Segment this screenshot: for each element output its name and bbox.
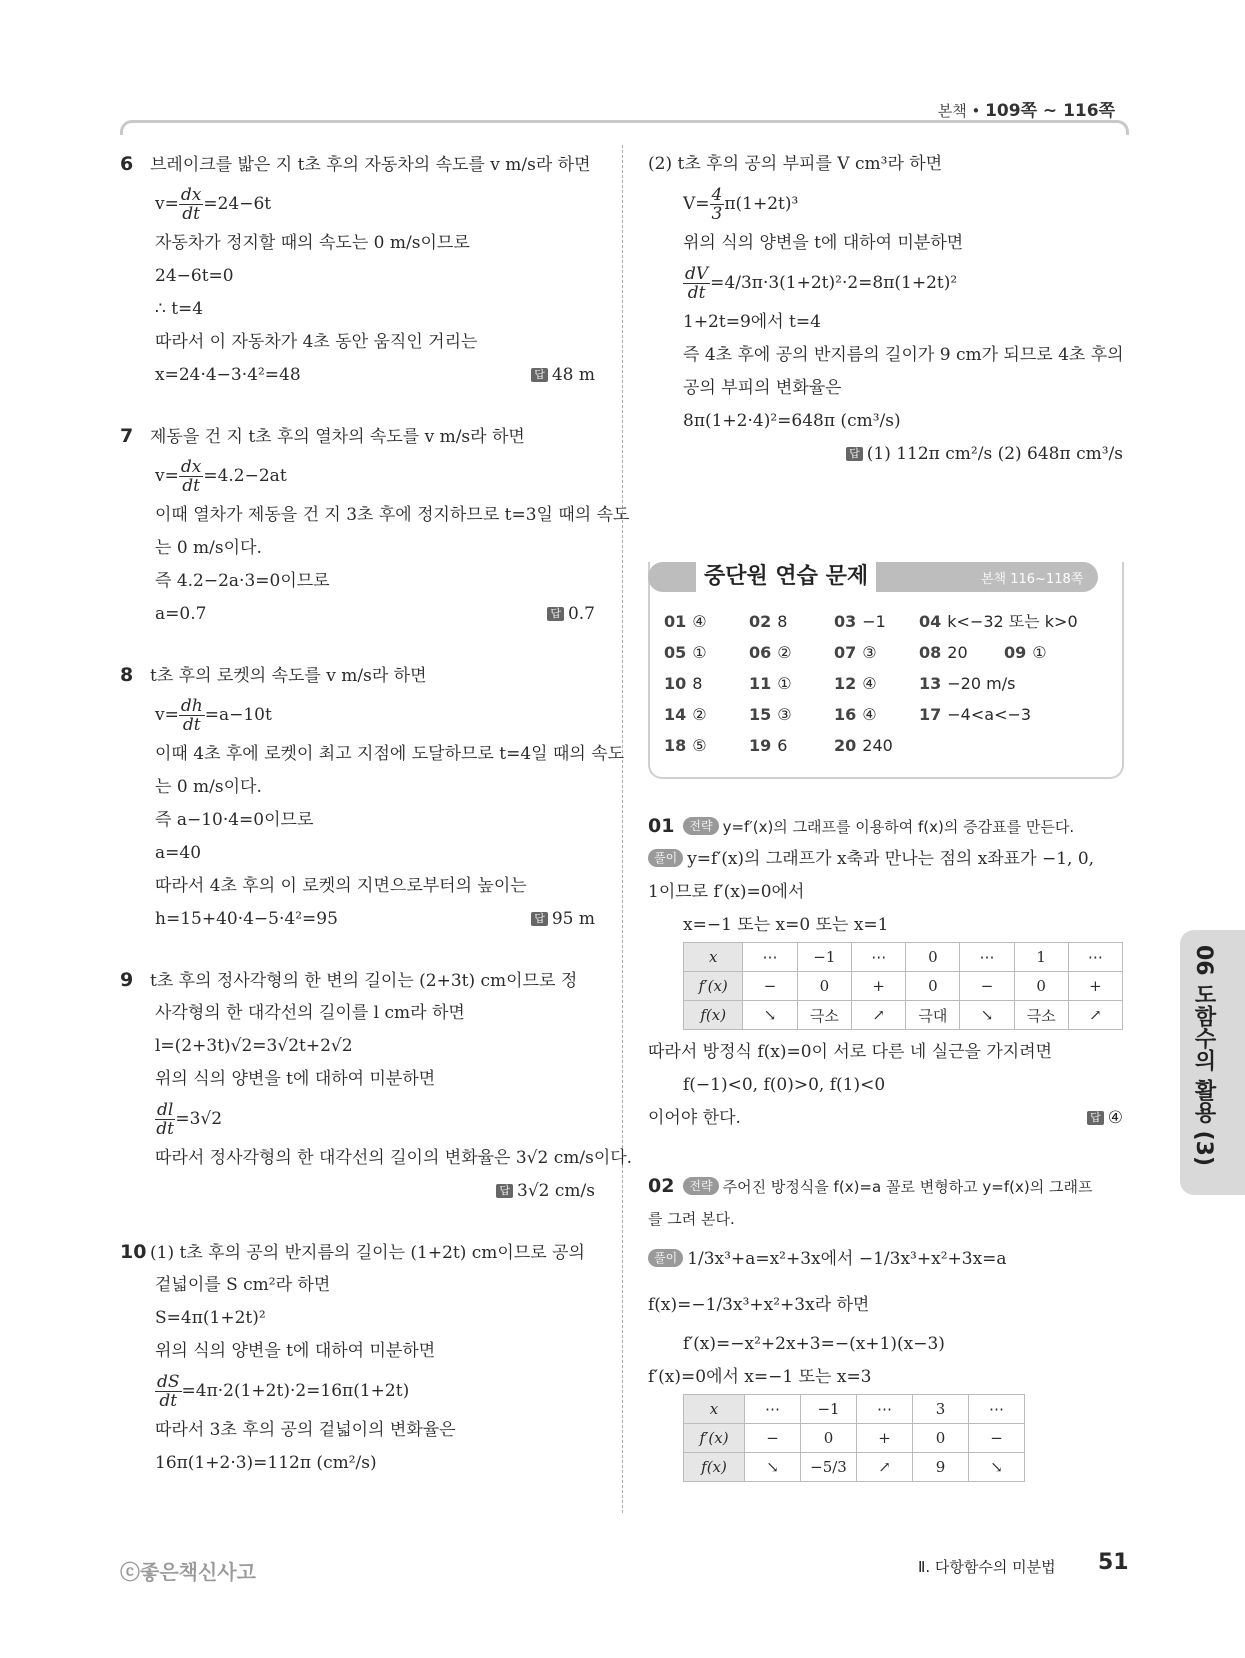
answer-value: ③ — [777, 705, 792, 724]
text-line — [648, 227, 1123, 260]
table-cell: f′(x) — [684, 1424, 745, 1453]
answer-value: −20 m/s — [947, 674, 1016, 693]
table-cell: ⋯ — [960, 943, 1014, 972]
text-line — [120, 499, 630, 532]
answer-icon: 답 — [547, 607, 564, 621]
strategy-tag: 전략 — [683, 817, 718, 835]
denominator: 3 — [711, 204, 723, 224]
solution-02 — [648, 1170, 1123, 1482]
spacer — [120, 631, 595, 659]
text-line — [648, 260, 1123, 306]
table-cell: f(x) — [684, 1001, 743, 1030]
table-row — [684, 1001, 1123, 1030]
text-line — [120, 420, 595, 453]
question-number: 08 — [919, 643, 942, 662]
fraction — [683, 265, 710, 302]
answer-cell — [919, 668, 1119, 699]
denominator: dt — [182, 476, 200, 496]
answer-value: ① — [692, 643, 707, 662]
text: 16π(1+2·3)=112π (cm²/s) — [155, 1453, 377, 1473]
table-cell: x — [684, 943, 743, 972]
answer-value: −4<a<−3 — [947, 705, 1032, 724]
text-line — [120, 1030, 595, 1063]
strategy-text: 주어진 방정식을 f(x)=a 꼴로 변형하고 y=f(x)의 그래프 — [722, 1178, 1093, 1196]
answer-cell — [749, 730, 834, 761]
table-row — [684, 1424, 1025, 1453]
table-cell: ↘ — [745, 1453, 801, 1482]
table-row — [684, 1395, 1025, 1424]
text-line — [648, 339, 1123, 372]
table-cell: ⋯ — [969, 1395, 1025, 1424]
table-cell: − — [743, 972, 797, 1001]
question-number: 04 — [919, 612, 942, 631]
formula-rest: =4.2−2at — [203, 466, 287, 486]
solution-line: y=f′(x)의 그래프가 x축과 만나는 점의 x좌표가 −1, 0, — [687, 849, 1095, 869]
table-cell: 0 — [797, 972, 852, 1001]
answer — [1087, 1102, 1123, 1135]
text: x=24·4−3·4²=48 — [155, 365, 301, 385]
text-line — [120, 659, 595, 692]
table-cell: − — [745, 1424, 801, 1453]
answer-cell — [664, 699, 749, 730]
table-cell: ↗ — [857, 1453, 913, 1482]
text: (1) t초 후의 공의 반지름의 길이는 (1+2t) cm이므로 공의 — [150, 1243, 585, 1263]
text: (2) t초 후의 공의 부피를 V cm³라 하면 — [648, 154, 943, 174]
text: l=(2+3t)√2=3√2t+2√2 — [155, 1036, 353, 1056]
text-line — [120, 293, 595, 326]
text: 이때 열차가 제동을 건 지 3초 후에 정지하므로 t=3일 때의 속도 — [155, 505, 630, 525]
answer-value: 8 — [692, 674, 703, 693]
column-divider — [622, 145, 623, 1513]
answer — [531, 903, 595, 936]
table-cell: − — [969, 1424, 1025, 1453]
answer-row — [664, 606, 1104, 637]
formula-rest: =a−10t — [204, 705, 272, 725]
strategy-text: y=f′(x)의 그래프를 이용하여 f(x)의 증감표를 만든다. — [722, 818, 1075, 836]
text-line — [120, 326, 595, 359]
question-number: 15 — [749, 705, 772, 724]
question-number: 10 — [664, 674, 687, 693]
table-cell: ⋯ — [743, 943, 797, 972]
answer-value: 20 — [947, 643, 968, 662]
table-cell: ↗ — [1068, 1001, 1122, 1030]
answer — [531, 359, 595, 392]
answer-value: ① — [777, 674, 792, 693]
text-line — [648, 405, 1123, 438]
table-cell: 극소 — [797, 1001, 852, 1030]
page-header: 본책 • 109쪽 ~ 116쪽 — [937, 101, 1115, 121]
solution-line: f(−1)<0, f(0)>0, f(1)<0 — [683, 1075, 886, 1095]
text-line — [120, 598, 595, 631]
table-cell: ↘ — [743, 1001, 797, 1030]
numerator: dl — [157, 1100, 174, 1120]
text-line — [120, 532, 595, 565]
answer — [547, 598, 595, 631]
spacer — [120, 936, 595, 964]
strategy-text: 를 그려 본다. — [648, 1210, 735, 1228]
solution-01 — [648, 810, 1123, 1135]
answer-value: ② — [777, 643, 792, 662]
solution-line: f′(x)=−x²+2x+3=−(x+1)(x−3) — [683, 1334, 945, 1354]
problem-number: 8 — [120, 664, 134, 686]
denominator: dt — [687, 283, 706, 303]
page-number: 51 — [1098, 1550, 1129, 1575]
text: 위의 식의 양변을 t에 대하여 미분하면 — [155, 1069, 436, 1089]
table-cell: 극대 — [906, 1001, 960, 1030]
formula-rest: =24−6t — [203, 194, 272, 214]
text: 따라서 4초 후의 이 로켓의 지면으로부터의 높이는 — [155, 876, 527, 896]
answer-value: ④ — [862, 674, 877, 693]
answer-cell — [749, 699, 834, 730]
text: 공의 부피의 변화율은 — [683, 378, 842, 398]
question-number: 19 — [749, 736, 772, 755]
answer-value: 95 m — [551, 909, 595, 929]
formula-prefix: v= — [155, 705, 179, 725]
solution-line: x=−1 또는 x=0 또는 x=1 — [683, 915, 889, 935]
answer-value: 3√2 cm/s — [517, 1181, 595, 1201]
answer-cell — [834, 699, 919, 730]
answer — [496, 1175, 595, 1208]
table-cell: −1 — [801, 1395, 857, 1424]
answer-grid — [664, 606, 1104, 761]
text-line — [648, 306, 1123, 339]
solution-tag: 풀이 — [648, 849, 683, 867]
question-number: 09 — [1004, 643, 1027, 662]
header-book: 본책 — [937, 102, 967, 120]
text-line — [120, 964, 595, 997]
question-number: 02 — [749, 612, 772, 631]
answer-cell — [1004, 637, 1089, 668]
text: t초 후의 정사각형의 한 변의 길이는 (2+3t) cm이므로 정 — [150, 971, 578, 991]
question-number: 01 — [664, 612, 687, 631]
text-line — [120, 1142, 633, 1175]
answer-cell — [664, 637, 749, 668]
text: 즉 4.2−2a·3=0이므로 — [155, 571, 330, 591]
formula-rest: =4/3π·3(1+2t)²·2=8π(1+2t)² — [710, 273, 958, 293]
text: h=15+40·4−5·4²=95 — [155, 909, 338, 929]
answer-value: ④ — [692, 612, 707, 631]
text-line — [120, 453, 595, 499]
answer-value: (1) 112π cm²/s (2) 648π cm³/s — [866, 444, 1123, 464]
text-line — [120, 903, 595, 936]
table-cell: 0 — [906, 943, 960, 972]
text-line — [648, 181, 1123, 227]
text-line — [120, 997, 595, 1030]
numerator: dV — [685, 264, 709, 284]
fraction — [179, 186, 203, 223]
answer-cell — [664, 668, 749, 699]
text-line — [120, 1302, 595, 1335]
table-cell: + — [1068, 972, 1122, 1001]
text-line — [120, 1447, 595, 1480]
text-line — [648, 372, 1123, 405]
strategy-tag: 전략 — [683, 1177, 718, 1195]
practice-title: 중단원 연습 문제 — [696, 558, 876, 596]
table-cell: ↗ — [852, 1001, 906, 1030]
numerator: dx — [180, 185, 202, 205]
text: 위의 식의 양변을 t에 대하여 미분하면 — [155, 1341, 436, 1361]
publisher-logo: ⓒ좋은책신사고 — [120, 1560, 256, 1584]
denominator: dt — [159, 1391, 178, 1411]
answer-cell — [664, 606, 749, 637]
table-cell: 0 — [906, 972, 960, 1001]
table-cell: −1 — [797, 943, 852, 972]
text: 1+2t=9에서 t=4 — [683, 312, 821, 332]
text-line — [648, 438, 1123, 471]
table-cell: ⋯ — [1068, 943, 1122, 972]
text: S=4π(1+2t)² — [155, 1308, 266, 1328]
table-cell: 1 — [1014, 943, 1068, 972]
denominator: dt — [182, 204, 200, 224]
fraction — [155, 1101, 175, 1138]
spacer — [120, 1208, 595, 1236]
answer-row — [664, 637, 1104, 668]
solution-line: 1이므로 f′(x)=0에서 — [648, 882, 805, 902]
table-row — [684, 972, 1123, 1001]
question-number: 05 — [664, 643, 687, 662]
answer-value: 240 — [862, 736, 893, 755]
solution-line: f(x)=−1/3x³+x²+3x라 하면 — [648, 1295, 870, 1315]
text: 위의 식의 양변을 t에 대하여 미분하면 — [683, 233, 964, 253]
text-line — [120, 227, 595, 260]
text: t초 후의 로켓의 속도를 v m/s라 하면 — [150, 666, 427, 686]
text-line — [120, 1063, 595, 1096]
formula-prefix: V= — [683, 194, 710, 214]
question-number: 20 — [834, 736, 857, 755]
numerator: dx — [180, 457, 202, 477]
answer-row — [664, 668, 1104, 699]
answer-value: −1 — [862, 612, 886, 631]
text-line — [120, 692, 595, 738]
question-number: 16 — [834, 705, 857, 724]
denominator: dt — [182, 715, 201, 735]
table-cell: 0 — [1014, 972, 1068, 1001]
answer-row — [664, 730, 1104, 761]
text-line — [120, 148, 595, 181]
question-number: 14 — [664, 705, 687, 724]
answer-cell — [664, 730, 749, 761]
table-cell: x — [684, 1395, 745, 1424]
text-line — [120, 181, 595, 227]
table-cell: −5/3 — [801, 1453, 857, 1482]
text: 즉 a−10·4=0이므로 — [155, 810, 314, 830]
text-line — [120, 738, 625, 771]
answer-icon: 답 — [496, 1184, 513, 1198]
solution-number: 02 — [648, 1175, 675, 1197]
answer-value: ③ — [862, 643, 877, 662]
text: 24−6t=0 — [155, 266, 234, 286]
numerator: dh — [180, 696, 203, 716]
formula-prefix: v= — [155, 194, 179, 214]
answer-icon: 답 — [846, 447, 863, 461]
table-cell: + — [857, 1424, 913, 1453]
increase-table-01 — [683, 942, 1123, 1030]
solution-tag: 풀이 — [648, 1249, 683, 1267]
denominator: dt — [156, 1119, 175, 1139]
answer-cell — [749, 637, 834, 668]
table-cell: − — [960, 972, 1014, 1001]
text-line — [648, 148, 1123, 181]
table-cell: ↘ — [969, 1453, 1025, 1482]
answer-cell — [834, 606, 919, 637]
table-cell: 0 — [801, 1424, 857, 1453]
problem-number: 10 — [120, 1241, 147, 1263]
fraction — [179, 458, 203, 495]
text: 자동차가 정지할 때의 속도는 0 m/s이므로 — [155, 233, 470, 253]
answer-value: 48 m — [551, 365, 595, 385]
table-cell: ↘ — [960, 1001, 1014, 1030]
question-number: 07 — [834, 643, 857, 662]
text-line — [120, 870, 595, 903]
text-line — [120, 260, 595, 293]
spacer — [120, 392, 595, 420]
table-cell: 3 — [913, 1395, 969, 1424]
text-line — [120, 804, 595, 837]
fraction — [155, 1373, 182, 1410]
table-cell: 극소 — [1014, 1001, 1068, 1030]
problem-number: 9 — [120, 969, 134, 991]
text-line — [120, 1236, 595, 1269]
answer-cell — [834, 730, 919, 761]
answer-value: ④ — [1107, 1108, 1123, 1128]
table-row — [684, 1453, 1025, 1482]
text-line — [120, 1269, 595, 1302]
answer-value: k<−32 또는 k>0 — [947, 612, 1078, 631]
fraction — [710, 186, 725, 223]
header-pages: 109쪽 ~ 116쪽 — [985, 101, 1115, 121]
table-cell: + — [852, 972, 906, 1001]
left-column — [120, 148, 633, 1480]
text: 따라서 이 자동차가 4초 동안 움직인 거리는 — [155, 332, 478, 352]
problem-number: 6 — [120, 153, 134, 175]
numerator: 4 — [711, 185, 723, 205]
formula-rest: =3√2 — [175, 1109, 223, 1129]
answer-value: ① — [1032, 643, 1047, 662]
text: 이때 4초 후에 로켓이 최고 지점에 도달하므로 t=4일 때의 속도 — [155, 744, 625, 764]
answer-cell — [749, 606, 834, 637]
text: 는 0 m/s이다. — [155, 538, 262, 558]
text-line — [120, 1368, 595, 1414]
text: 제동을 건 지 t초 후의 열차의 속도를 v m/s라 하면 — [150, 427, 525, 447]
table-cell: ⋯ — [852, 943, 906, 972]
text: a=0.7 — [155, 604, 207, 624]
solution-line: 따라서 방정식 f(x)=0이 서로 다른 네 실근을 가지려면 — [648, 1042, 1053, 1062]
numerator: dS — [157, 1372, 180, 1392]
increase-table-02 — [683, 1394, 1025, 1482]
table-cell: 0 — [913, 1424, 969, 1453]
text: ∴ t=4 — [155, 299, 204, 319]
question-number: 18 — [664, 736, 687, 755]
text: 즉 4초 후에 공의 반지름의 길이가 9 cm가 되므로 4초 후의 — [683, 345, 1124, 365]
answer-value: ④ — [862, 705, 877, 724]
answer-value: 0.7 — [567, 604, 595, 624]
chapter-title: Ⅱ. 다항함수의 미분법 — [918, 1558, 1056, 1576]
formula-rest: =4π·2(1+2t)·2=16π(1+2t) — [181, 1381, 410, 1401]
answer-value: 8 — [777, 612, 788, 631]
solution-line: f′(x)=0에서 x=−1 또는 x=3 — [648, 1367, 872, 1387]
text: 브레이크를 밟은 지 t초 후의 자동차의 속도를 v m/s라 하면 — [150, 155, 591, 175]
formula-prefix: v= — [155, 466, 179, 486]
answer-cell — [834, 637, 919, 668]
text: 따라서 정사각형의 한 대각선의 길이의 변화율은 3√2 cm/s이다. — [155, 1148, 633, 1168]
solution-line: 이어야 한다. — [648, 1108, 741, 1128]
answer-cell — [834, 668, 919, 699]
formula-rest: π(1+2t)³ — [724, 194, 799, 214]
text-line — [120, 837, 595, 870]
question-number: 11 — [749, 674, 772, 693]
chapter-side-label: 06 도함수의 활용 (3) — [1191, 945, 1216, 1167]
answer-cell — [919, 699, 1119, 730]
text-line — [120, 771, 595, 804]
right-column-top — [648, 148, 1123, 471]
answer-cell — [749, 668, 834, 699]
table-cell: ⋯ — [857, 1395, 913, 1424]
answer-icon: 답 — [531, 368, 548, 382]
text: 사각형의 한 대각선의 길이를 l cm라 하면 — [155, 1003, 465, 1023]
table-cell: 9 — [913, 1453, 969, 1482]
table-row — [684, 943, 1123, 972]
problem-number: 7 — [120, 425, 134, 447]
text: 8π(1+2·4)²=648π (cm³/s) — [683, 411, 901, 431]
table-cell: f′(x) — [684, 972, 743, 1001]
text: 는 0 m/s이다. — [155, 777, 262, 797]
text-line — [120, 1096, 595, 1142]
answer-row — [664, 699, 1104, 730]
text: 겉넓이를 S cm²라 하면 — [155, 1275, 331, 1295]
question-number: 06 — [749, 643, 772, 662]
table-cell: ⋯ — [745, 1395, 801, 1424]
top-border — [120, 120, 1129, 135]
text-line — [120, 1414, 595, 1447]
text-line — [120, 1175, 595, 1208]
fraction — [179, 697, 205, 734]
answer-value: 6 — [777, 736, 788, 755]
answer-icon: 답 — [1087, 1111, 1104, 1125]
text-line — [120, 1335, 595, 1368]
answer-icon: 답 — [531, 912, 548, 926]
answer — [846, 438, 1123, 471]
answer-value: ⑤ — [692, 736, 707, 755]
answer-cell — [919, 606, 1119, 637]
question-number: 03 — [834, 612, 857, 631]
question-number: 13 — [919, 674, 942, 693]
answer-cell — [919, 637, 1004, 668]
text-line — [120, 565, 595, 598]
text-line — [120, 359, 595, 392]
answer-value: ② — [692, 705, 707, 724]
question-number: 17 — [919, 705, 942, 724]
table-cell: f(x) — [684, 1453, 745, 1482]
text: 따라서 3초 후의 공의 겉넓이의 변화율은 — [155, 1420, 456, 1440]
question-number: 12 — [834, 674, 857, 693]
text: a=40 — [155, 843, 202, 863]
solution-number: 01 — [648, 815, 675, 837]
solution-line: 1/3x³+a=x²+3x에서 −1/3x³+x²+3x=a — [687, 1249, 1007, 1269]
practice-pages: 본책 116~118쪽 — [981, 572, 1084, 587]
